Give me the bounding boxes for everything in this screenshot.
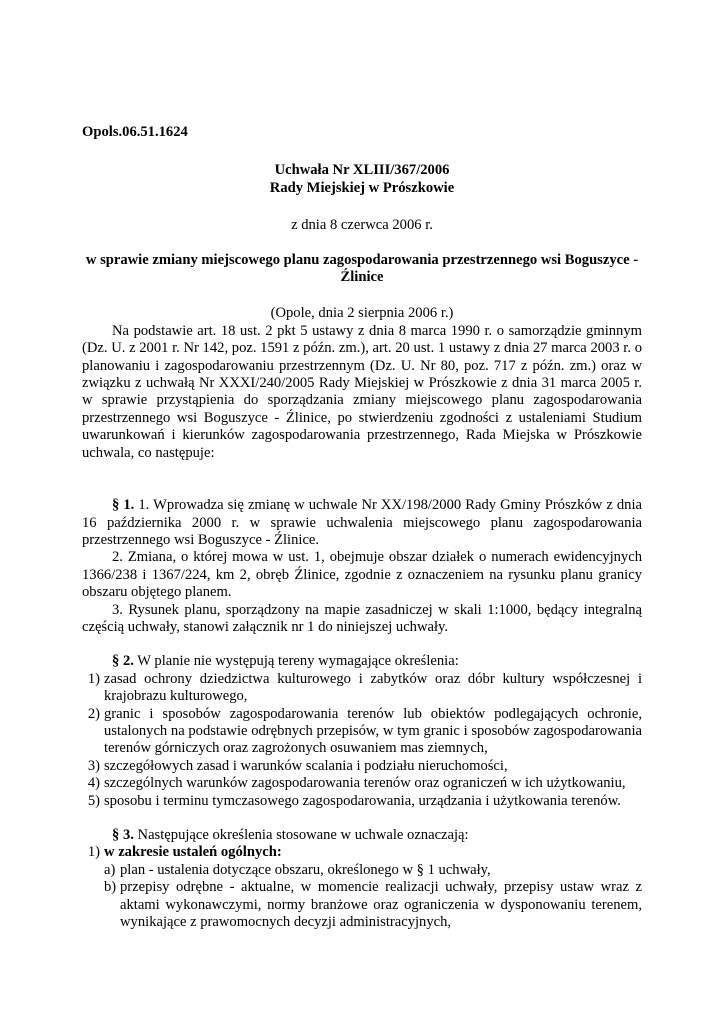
section-1: [82, 497, 642, 636]
publication-info: (Opole, dnia 2 sierpnia 2006 r.): [270, 305, 454, 322]
resolution-subject: w sprawie zmiany miejscowego planu zagospodarowania przestrzennego wsi Boguszyce - Źlinice: [85, 251, 639, 286]
list-item-text: granic i sposobów zagospodarowania terenów lub obiektów podlegających ochronie, ustalonych na podstawie odrębnych przepisów, w tym granic i sposobów zagospodarowania terenów górniczych oraz zagrożonych osuwaniem mas ziemnych,: [104, 705, 642, 757]
list-item: [82, 758, 642, 775]
list-item-number: 1): [87, 844, 100, 861]
section-1-paragraph-3: 3. Rysunek planu, sporządzony na mapie zasadniczej w skali 1:1000, będący integralną częścią uchwały, stanowi załącznik nr 1 do niniejszej uchwały.: [82, 601, 642, 635]
section-2-intro-text: W planie nie występują tereny wymagające określenia:: [133, 653, 459, 670]
list-item-number: 5): [87, 792, 100, 809]
list-item-number: 1): [87, 670, 100, 687]
section-3-list: [82, 844, 642, 861]
section-2: [82, 653, 642, 810]
list-item-number: 4): [87, 775, 100, 792]
issuing-council: Rady Miejskiej w Prószkowie: [269, 179, 455, 196]
document-id: Opols.06.51.1624: [82, 124, 188, 140]
sublist-item: [82, 879, 642, 931]
sublist-item-text: przepisy odrębne - aktualne, w momencie realizacji uchwały, przepisy ustaw wraz z aktami wykonawczymi, normy branżowe oraz ograniczenia w dysponowaniu terenem, wynikające z prawomocnych decyzji administracyjnych,: [120, 879, 642, 931]
resolution-title: [82, 162, 642, 197]
document-page: [82, 124, 642, 931]
section-2-list: [82, 671, 642, 810]
resolution-number: Uchwała Nr XLIII/367/2006: [274, 162, 450, 179]
resolution-date: z dnia 8 czerwca 2006 r.: [291, 217, 433, 234]
sublist-item: [82, 862, 642, 879]
sublist-item-letter: a): [104, 861, 116, 878]
section-2-intro: [82, 653, 642, 670]
list-item: [82, 671, 642, 706]
section-3: [82, 827, 642, 931]
list-item: [82, 793, 642, 810]
list-item-label: w zakresie ustaleń ogólnych:: [104, 844, 282, 861]
sublist-item-letter: b): [104, 879, 117, 896]
list-item-text: sposobu i terminu tymczasowego zagospodarowania, urządzania i użytkowania terenów.: [104, 792, 621, 809]
section-1-paragraph-1: [82, 497, 642, 549]
sublist-item-text: plan - ustalenia dotyczące obszaru, określonego w § 1 uchwały,: [120, 861, 491, 878]
list-item-text: zasad ochrony dziedzictwa kulturowego i zabytków oraz dóbr kultury współczesnej i krajobrazu kulturowego,: [104, 670, 642, 705]
section-2-mark: § 2.: [112, 653, 134, 670]
section-3-intro-text: Następujące określenia stosowane w uchwale oznaczają:: [133, 827, 469, 843]
list-item-number: 3): [87, 757, 100, 774]
list-item: [82, 775, 642, 792]
section-3-mark: § 3.: [112, 827, 134, 843]
list-item: [82, 844, 642, 861]
section-3-intro: [82, 827, 642, 844]
section-3-sublist: [82, 862, 642, 932]
list-item-number: 2): [87, 705, 100, 722]
section-1-paragraph-2: 2. Zmiana, o której mowa w ust. 1, obejmuje obszar działek o numerach ewidencyjnych 1366/238 i 1367/224, km 2, obręb Źlinice, zgodnie z oznaczeniem na rysunku planu granicy obszaru objętego planem.: [82, 549, 642, 601]
list-item-text: szczególnych warunków zagospodarowania terenów oraz ograniczeń w ich użytkowaniu,: [104, 775, 626, 792]
section-1-mark: § 1.: [112, 497, 135, 514]
list-item: [82, 706, 642, 758]
section-1-paragraph-1-text: 1. Wprowadza się zmianę w uchwale Nr XX/198/2000 Rady Gminy Prószków z dnia 16 października 2000 r. w sprawie uchwalenia miejscowego planu zagospodarowania przestrzennego wsi Boguszyce - Źlinice.: [82, 497, 642, 548]
preamble: Na podstawie art. 18 ust. 2 pkt 5 ustawy z dnia 8 marca 1990 r. o samorządzie gminnym (Dz. U. z 2001 r. Nr 142, poz. 1591 z późn. zm.), art. 20 ust. 1 ustawy z dnia 27 marca 2003 r. o planowaniu i zagospodarowaniu przestrzennym (Dz. U. Nr 80, poz. 717 z późn. zm.) oraz w związku z uchwałą Nr XXXI/240/2005 Rady Miejskiej w Prószkowie z dnia 31 marca 2005 r. w sprawie przystąpienia do sporządzania zmiany miejscowego planu zagospodarowania przestrzennego wsi Boguszyce - Źlinice, po stwierdzeniu zgodności z ustaleniami Studium uwarunkowań i kierunków zagospodarowania przestrzennego, Rada Miejska w Prószkowie uchwala, co następuje:: [82, 322, 642, 461]
list-item-text: szczegółowych zasad i warunków scalania i podziału nieruchomości,: [104, 757, 508, 774]
